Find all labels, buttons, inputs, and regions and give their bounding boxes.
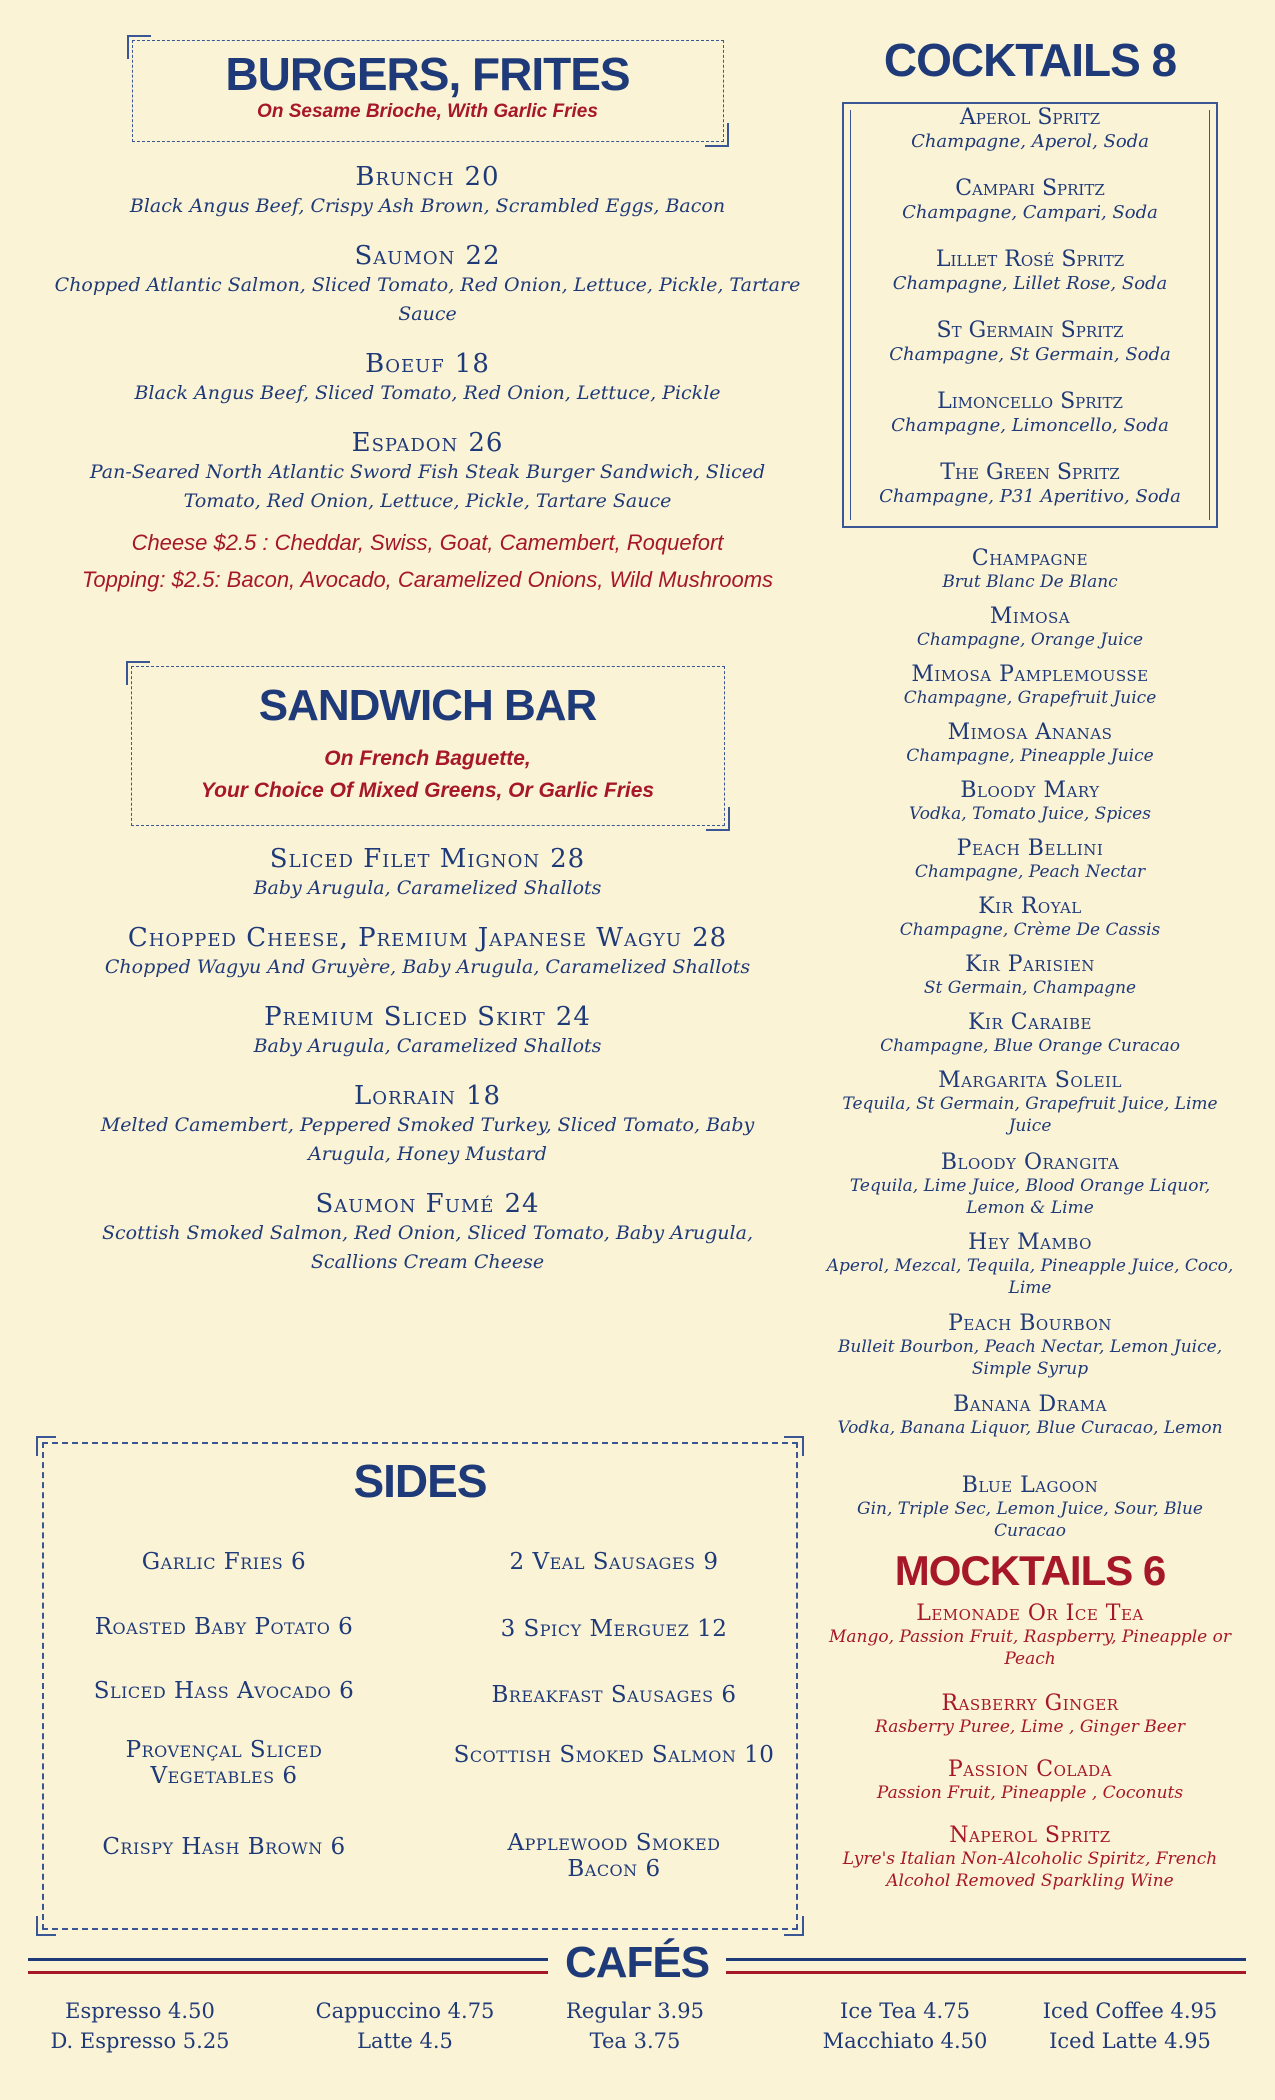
corner-ornament	[784, 1436, 804, 1456]
item-description: Baby Arugula, Caramelized Shallots	[253, 1035, 602, 1057]
side-item: Applewood Smoked Bacon 6	[507, 1830, 721, 1882]
menu-item	[40, 923, 815, 982]
burgers-subtitle: On Sesame Brioche, With Garlic Fries	[257, 101, 598, 122]
spritz-item	[844, 461, 1216, 532]
drink-name: Lillet Rosé Spritz	[935, 247, 1125, 272]
sandwich-subtitle-line: On French Baguette,	[324, 747, 531, 770]
drink-name: Rasberry Ginger	[941, 1691, 1119, 1716]
drink-name: Margarita Soleil	[938, 1068, 1122, 1093]
drink-item	[825, 1311, 1235, 1392]
drink-name: Kir Parisien	[965, 952, 1095, 977]
menu-item	[40, 241, 815, 329]
drink-item	[825, 546, 1235, 604]
drink-name: Mimosa Ananas	[947, 720, 1113, 745]
spritz-item	[844, 106, 1216, 177]
mocktail-item	[825, 1691, 1235, 1757]
drink-description: Champagne, Orange Juice	[916, 630, 1144, 650]
drink-item	[825, 952, 1235, 1010]
spritz-item	[844, 319, 1216, 390]
side-item: 3 Spicy Merguez 12	[500, 1616, 728, 1642]
drink-name: Bloody Mary	[960, 778, 1100, 803]
cafe-item: Macchiato 4.50	[822, 2029, 988, 2053]
item-price: 18	[454, 349, 490, 379]
drink-item	[825, 1230, 1235, 1311]
side-item: Roasted Baby Potato 6	[94, 1614, 354, 1640]
drink-item	[825, 662, 1235, 720]
left-column	[40, 40, 815, 1297]
drink-description: Champagne, Crème De Cassis	[899, 920, 1161, 940]
menu-item	[40, 1081, 815, 1169]
item-description: Scottish Smoked Salmon, Red Onion, Sliced Tomato, Baby Arugula, Scallions Cream Cheese	[102, 1222, 753, 1273]
side-item: Scottish Smoked Salmon 10	[453, 1742, 775, 1768]
drink-item	[825, 720, 1235, 778]
drink-description: Gin, Triple Sec, Lemon Juice, Sour, Blue Curacao	[857, 1499, 1203, 1541]
drink-item	[825, 1392, 1235, 1473]
spritz-item	[844, 177, 1216, 248]
drink-name: Aperol Spritz	[959, 105, 1101, 130]
menu-item	[40, 349, 815, 408]
mocktail-item	[825, 1823, 1235, 1892]
drink-name: Mimosa	[989, 604, 1071, 629]
cafe-column	[305, 1996, 505, 2056]
drink-name: Naperol Spritz	[949, 1823, 1111, 1848]
burger-list	[40, 162, 815, 598]
drink-description: Bulleit Bourbon, Peach Nectar, Lemon Juice, Simple Syrup	[837, 1337, 1223, 1379]
cafe-item: Ice Tea 4.75	[840, 1999, 970, 2023]
cafes-title: CAFÉS	[564, 1938, 710, 1987]
item-price: 18	[465, 1081, 502, 1111]
side-item: 2 Veal Sausages 9	[509, 1549, 719, 1575]
drink-item	[825, 836, 1235, 894]
item-description: Black Angus Beef, Crispy Ash Brown, Scrambled Eggs, Bacon	[129, 195, 726, 217]
corner-ornament	[36, 1916, 56, 1936]
side-item: Garlic Fries 6	[141, 1549, 307, 1575]
side-item: Breakfast Sausages 6	[491, 1682, 737, 1708]
drink-description: Aperol, Mezcal, Tequila, Pineapple Juice, Coco, Lime	[826, 1256, 1234, 1298]
cafe-item: Cappuccino 4.75	[315, 1999, 495, 2023]
drink-description: Champagne, Aperol, Soda	[911, 131, 1149, 152]
cafe-item: Latte 4.5	[357, 2029, 453, 2053]
drink-item	[825, 894, 1235, 952]
side-item: Provençal Sliced Vegetables 6	[125, 1737, 323, 1789]
item-description: Black Angus Beef, Sliced Tomato, Red Onion, Lettuce, Pickle	[134, 382, 721, 404]
corner-ornament	[784, 1916, 804, 1936]
corner-ornament	[36, 1436, 56, 1456]
sides-title: SIDES	[353, 1455, 487, 1507]
cafe-item: Iced Latte 4.95	[1049, 2029, 1211, 2053]
burgers-header-box	[132, 40, 724, 142]
drink-name: Mimosa Pamplemousse	[911, 662, 1149, 687]
drink-name: Passion Colada	[947, 1757, 1113, 1782]
drink-name: Banana Drama	[953, 1392, 1107, 1417]
burger-extras	[40, 524, 815, 598]
item-name: Boeuf	[365, 349, 445, 379]
drink-description: Lyre's Italian Non-Alcoholic Spiritz, French Alcohol Removed Sparkling Wine	[842, 1849, 1218, 1891]
drink-description: Tequila, Lime Juice, Blood Orange Liquor, Lemon & Lime	[849, 1176, 1211, 1218]
item-description: Chopped Atlantic Salmon, Sliced Tomato, Red Onion, Lettuce, Pickle, Tartare Sauce	[54, 274, 801, 325]
drink-item	[825, 1010, 1235, 1068]
drink-name: Peach Bourbon	[948, 1311, 1112, 1336]
drink-description: Champagne, Lillet Rose, Soda	[892, 273, 1168, 294]
drink-name: The Green Spritz	[940, 460, 1120, 485]
sandwich-list	[40, 844, 815, 1277]
menu-item	[40, 1002, 815, 1061]
item-description: Baby Arugula, Caramelized Shallots	[253, 877, 602, 899]
spritz-box	[842, 102, 1218, 528]
drink-description: St Germain, Champagne	[923, 978, 1137, 998]
item-name: Premium Sliced Skirt	[264, 1002, 546, 1032]
item-name: Saumon	[354, 241, 456, 271]
menu-item	[40, 1189, 815, 1277]
spritz-item	[844, 390, 1216, 461]
item-description: Melted Camembert, Peppered Smoked Turkey, Sliced Tomato, Baby Arugula, Honey Mustard	[100, 1114, 755, 1165]
sandwich-subtitle	[132, 743, 724, 807]
drink-description: Rasberry Puree, Lime , Ginger Beer	[875, 1717, 1185, 1737]
cafe-column	[1030, 1996, 1230, 2056]
cafe-column	[540, 1996, 730, 2056]
drink-item	[825, 1473, 1235, 1543]
drink-description: Mango, Passion Fruit, Raspberry, Pineapple or Peach	[829, 1627, 1231, 1669]
drink-item	[825, 1068, 1235, 1150]
drink-description: Champagne, P31 Aperitivo, Soda	[879, 486, 1181, 507]
drink-description: Champagne, Peach Nectar	[914, 862, 1146, 882]
item-description: Chopped Wagyu And Gruyère, Baby Arugula, Caramelized Shallots	[104, 956, 751, 978]
drink-name: Hey Mambo	[968, 1230, 1092, 1255]
sandwich-subtitle-line: Your Choice Of Mixed Greens, Or Garlic Fries	[200, 779, 655, 802]
right-column	[825, 30, 1235, 1892]
item-price: 24	[555, 1002, 591, 1032]
item-name: Sliced Filet Mignon	[269, 844, 541, 874]
drink-description: Passion Fruit, Pineapple , Coconuts	[876, 1783, 1184, 1803]
item-price: 22	[465, 241, 501, 271]
drink-description: Brut Blanc De Blanc	[942, 572, 1118, 592]
drink-item	[825, 778, 1235, 836]
drink-description: Champagne, Blue Orange Curacao	[880, 1036, 1180, 1056]
cocktails-title: COCKTAILS 8	[883, 34, 1177, 86]
drink-description: Champagne, Campari, Soda	[902, 202, 1158, 223]
item-name: Lorrain	[353, 1081, 456, 1111]
cafe-item: Tea 3.75	[589, 2029, 681, 2053]
cafe-item: Regular 3.95	[566, 1999, 704, 2023]
drink-name: Peach Bellini	[956, 836, 1104, 861]
item-price: 26	[468, 428, 504, 458]
drink-name: Blue Lagoon	[961, 1473, 1099, 1498]
spritz-item	[844, 248, 1216, 319]
item-price: 28	[550, 844, 586, 874]
drink-name: Lemonade Or Ice Tea	[916, 1601, 1144, 1626]
item-name: Espadon	[351, 428, 459, 458]
drink-description: Champagne, St Germain, Soda	[889, 344, 1171, 365]
cafe-item: Iced Coffee 4.95	[1042, 1999, 1218, 2023]
cafe-column	[805, 1996, 1005, 2056]
drink-description: Champagne, Grapefruit Juice	[903, 688, 1157, 708]
item-price: 28	[692, 923, 728, 953]
drink-name: Champagne	[971, 546, 1089, 571]
sandwich-header-box	[131, 666, 725, 826]
menu-item	[40, 428, 815, 516]
drink-name: Bloody Orangita	[940, 1150, 1120, 1175]
side-item: Sliced Hass Avocado 6	[93, 1678, 355, 1704]
mocktails-title: MOCKTAILS 6	[894, 1547, 1166, 1594]
cafe-column	[40, 1996, 240, 2056]
drink-name: Kir Caraibe	[968, 1010, 1092, 1035]
drink-description: Tequila, St Germain, Grapefruit Juice, Lime Juice	[842, 1094, 1218, 1136]
sides-box	[42, 1442, 798, 1930]
burgers-title: BURGERS, FRITES	[225, 48, 630, 100]
mocktail-item	[825, 1601, 1235, 1691]
cafe-item: Espresso 4.50	[65, 1999, 215, 2023]
cocktail-list	[825, 546, 1235, 1543]
item-price: 24	[504, 1189, 540, 1219]
drink-description: Champagne, Pineapple Juice	[906, 746, 1154, 766]
drink-description: Champagne, Limoncello, Soda	[891, 415, 1169, 436]
drink-item	[825, 1150, 1235, 1230]
menu-item	[40, 162, 815, 221]
item-description: Pan-Seared North Atlantic Sword Fish Steak Burger Sandwich, Sliced Tomato, Red Onion, Lettuce, Pickle, Tartare Sauce	[89, 461, 766, 512]
drink-description: Vodka, Tomato Juice, Spices	[909, 804, 1151, 824]
mocktail-list	[825, 1601, 1235, 1892]
drink-description: Vodka, Banana Liquor, Blue Curacao, Lemon	[837, 1418, 1223, 1438]
drink-name: Kir Royal	[978, 894, 1082, 919]
drink-name: Limoncello Spritz	[937, 389, 1123, 414]
item-price: 20	[464, 162, 500, 192]
menu-item	[40, 844, 815, 903]
item-name: Saumon Fumé	[315, 1189, 495, 1219]
cheese-addon: Cheese $2.5 : Cheddar, Swiss, Goat, Camembert, Roquefort	[131, 530, 724, 555]
side-item: Crispy Hash Brown 6	[102, 1834, 346, 1860]
item-name: Brunch	[355, 162, 455, 192]
cafes-header	[28, 1938, 1246, 1992]
drink-name: St Germain Spritz	[936, 318, 1124, 343]
mocktail-item	[825, 1757, 1235, 1823]
sandwich-title: SANDWICH BAR	[258, 681, 597, 730]
cafe-item: D. Espresso 5.25	[50, 2029, 230, 2053]
drink-item	[825, 604, 1235, 662]
drink-name: Campari Spritz	[955, 176, 1105, 201]
item-name: Chopped Cheese, Premium Japanese Wagyu	[127, 923, 683, 953]
topping-addon: Topping: $2.5: Bacon, Avocado, Caramelized Onions, Wild Mushrooms	[81, 567, 774, 592]
